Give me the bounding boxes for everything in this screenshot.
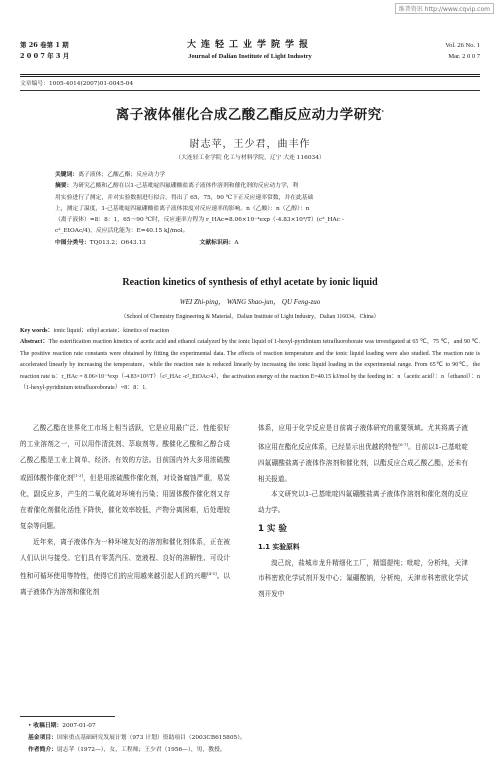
fund-value: 国家重点基础研究发展计划（973 计划）资助项目（2003CB615805）。 <box>57 735 246 741</box>
keywords-en-label: Key words： <box>20 328 54 334</box>
abstract-line: 用实验进行了测定，并对实验数据进行拟合，得出了 65，75，90 ℃下正反应速率常数，并在此基础 <box>55 194 314 201</box>
received-value: 2007-01-07 <box>62 723 96 729</box>
paragraph-text: 近年来，离子液体作为一种环境友好的溶剂和催化剂体系，正在被人们认识与接受。它们具有零蒸汽压、宽液程、良好的溶解性、可设计性和可循环使用等特性，使得它们的应用越来越引起人们的兴趣 <box>20 537 230 581</box>
paragraph-text: 体系，应用于化学反应是目前离子液体研究的重要领域。尤其将离子液体应用在酯化反应体系，已经显示出优越的特性 <box>258 424 468 451</box>
abstract-label: 摘要： <box>55 183 73 190</box>
header-rule-thin <box>20 76 480 77</box>
fund-info <box>28 732 480 744</box>
footnote-rule <box>20 716 115 717</box>
title-footnote-mark: * <box>381 109 385 115</box>
issue-date-en: Mar. 2 0 0 7 <box>448 53 480 60</box>
issue-date: 2 0 0 7 年 3 月 <box>20 52 70 60</box>
paper-title-en: Reaction kinetics of synthesis of ethyl acetate by ionic liquid <box>122 277 378 288</box>
journal-name <box>20 40 480 63</box>
received-date: • 收稿日期：2007-01-07 <box>28 723 96 729</box>
abstract-line: 上，测定了温度，1-己基吡啶四氟硼酸盐离子液体浓度对反应速率的影响。n（乙酸）：n（乙醇）：n <box>55 205 310 212</box>
watermark: 维普资讯 http://www.cqvip.com <box>395 3 494 14</box>
subsection-heading: 1.1 实验原料 <box>258 542 300 551</box>
affiliation-en: （School of Chemistry Engineering & Material，Dalian Institute of Light Industry，Dalian 116034，China） <box>120 314 380 320</box>
abstract-line-text: 为研究乙酸和乙醇在以1-己基吡啶四氟硼酸盐离子液体作溶剂和催化剂的反应动力学，利 <box>72 183 299 190</box>
article-number: 文章编号：1005-4014(2007)01-0045-04 <box>20 81 134 87</box>
abstract-line: （离子液体）=8：8：1，65～90 ℃时，反应速率方程为 r_HAc=8.06×10⁻⁴exp（-4.83×10³/T）(c²_HAc - <box>55 217 344 224</box>
body-paragraph <box>258 421 468 487</box>
clc-label: 中图分类号： <box>55 239 90 246</box>
fund-label: 基金项目： <box>28 735 57 741</box>
doc-code: A <box>234 239 239 246</box>
journal-name-en: Journal of Dalian Institute of Light Industry <box>188 53 312 60</box>
body-column-right <box>258 421 468 603</box>
body-paragraph <box>20 535 230 601</box>
authors-cn: 尉志苹，王少君，曲丰作 <box>189 139 311 150</box>
body-paragraph: 本文研究以1-己基吡啶四氟硼酸盐离子液体作溶剂和催化剂的反应动力学。 <box>258 490 468 515</box>
section-heading: 1 实 验 <box>258 523 287 534</box>
doc-code-label: 文献标识码： <box>199 239 235 246</box>
affiliation-cn: （大连轻工业学院 化工与材料学院，辽宁 大连 116034） <box>175 155 325 161</box>
author-bio-label: 作者简介： <box>28 747 57 753</box>
keywords-cn <box>55 170 448 181</box>
journal-header <box>20 40 480 76</box>
paper-title-cn <box>0 103 500 123</box>
paragraph-text: 。目前以1-己基吡啶四氟硼酸盐离子液体作溶剂和催化剂，以酯反应合成乙酸乙酯，还未有相关报道。 <box>258 442 468 483</box>
body-paragraph: 溴己烷，盐城市龙升精细化工厂，精馏提纯；吡啶，分析纯，天津市科密欧化学试剂开发中心；氟硼酸钠，分析纯，天津市科密欧化学试剂开发中 <box>258 558 468 599</box>
received-label: 收稿日期： <box>33 723 63 729</box>
volume-issue-en: Vol. 26 No. 1 <box>445 42 480 49</box>
header-rule <box>20 74 480 75</box>
citation: [4-5] <box>207 571 217 577</box>
citation: [6-7] <box>398 441 408 447</box>
keywords-text: 离子液体；乙酸乙酯；反应动力学 <box>78 172 166 178</box>
footnotes <box>28 720 480 756</box>
abstract-en-label: Abstract： <box>20 339 49 346</box>
journal-name-cn: 大连轻工业学院学报 <box>186 40 313 50</box>
clc-code: TQ013.2；O643.13 <box>89 239 146 246</box>
citation: [1-3] <box>73 473 84 479</box>
body-column-left <box>20 421 230 601</box>
classification-row <box>55 238 448 249</box>
abstract-line <box>55 181 448 192</box>
paragraph-text: 乙酸乙酯在世界化工市场上相当活跃，它是应用最广泛、性能很好的工业溶剂之一，可以用作清洗剂、萃取剂等。酸催化乙酸和乙醇合成乙酸乙酯是工业上简单、经济、有效的方法。目前国内外大多用浓硫酸或固体酸作催化剂 <box>20 424 230 483</box>
abstract-en <box>20 326 480 394</box>
abstract-en-text: The esterification reaction kinetics of acetic acid and ethanol catalyzed by the ionic liquid of 1-hexyl-pyridinium tetrafluoroborate was investigated at 65 ℃，75 ℃，and 90 ℃. The positive reaction rate constants were obtained by fitting the experimental data. The effects of reaction temperature and the ionic liquid loading were also studied. The reaction rate is accelerated linearly by increasing the temperature，while the reaction rate is reduced linearly by increasing the ionic liquid loading in the experimental range. From 65℃ to 90℃，the reaction rate is：r_HAc = 8.06×10⁻⁴exp（-4.83×10³/T）（c²_HAc -c²_EtOAc/4），the activation energy of the reaction E=40.15 kJ/mol by the feeding in：n（acetic acid）：n（ethanol）：n（1-hexyl-pyridinium tetrafluoroborate）=8：8：1. <box>20 339 481 392</box>
authors-en: WEI Zhi-ping， WANG Shao-jun， QU Feng-zuo <box>179 298 321 306</box>
abstract-en-body <box>20 337 480 394</box>
body-paragraph <box>20 421 230 535</box>
paragraph-text: ，但是用浓硫酸作催化剂，对设备腐蚀严重，易炭化，副反应多，产生的二氧化硫对环境有污染；用固体酸作催化剂又存在着催化剂催化活性下降快，催化效率较低，产物分离困难，后处理较复杂等问题。 <box>20 474 231 530</box>
abstract-line: c²_EtOAc/4)，反应活化能为：E=40.15 kJ/mol。 <box>55 228 189 235</box>
keywords-en <box>20 326 480 337</box>
keywords-en-text: ionic liquid；ethyl acetate；kinetics of reaction <box>53 328 170 334</box>
author-bio <box>28 744 480 756</box>
abstract-cn <box>55 170 448 249</box>
keywords-label: 关键词： <box>55 172 79 178</box>
paragraph-text: 。以离子液体作为溶剂和催化剂 <box>20 572 231 597</box>
article-rule <box>20 90 480 91</box>
volume-issue: 第 26 卷第 1 期 <box>20 41 69 49</box>
issue-info-en <box>445 40 480 62</box>
author-bio-value: 尉志苹（1972—），女，工程师；王少君（1956—），男，教授。 <box>57 747 226 753</box>
title-text: 离子液体催化合成乙酸乙酯反应动力学研究 <box>115 107 382 123</box>
